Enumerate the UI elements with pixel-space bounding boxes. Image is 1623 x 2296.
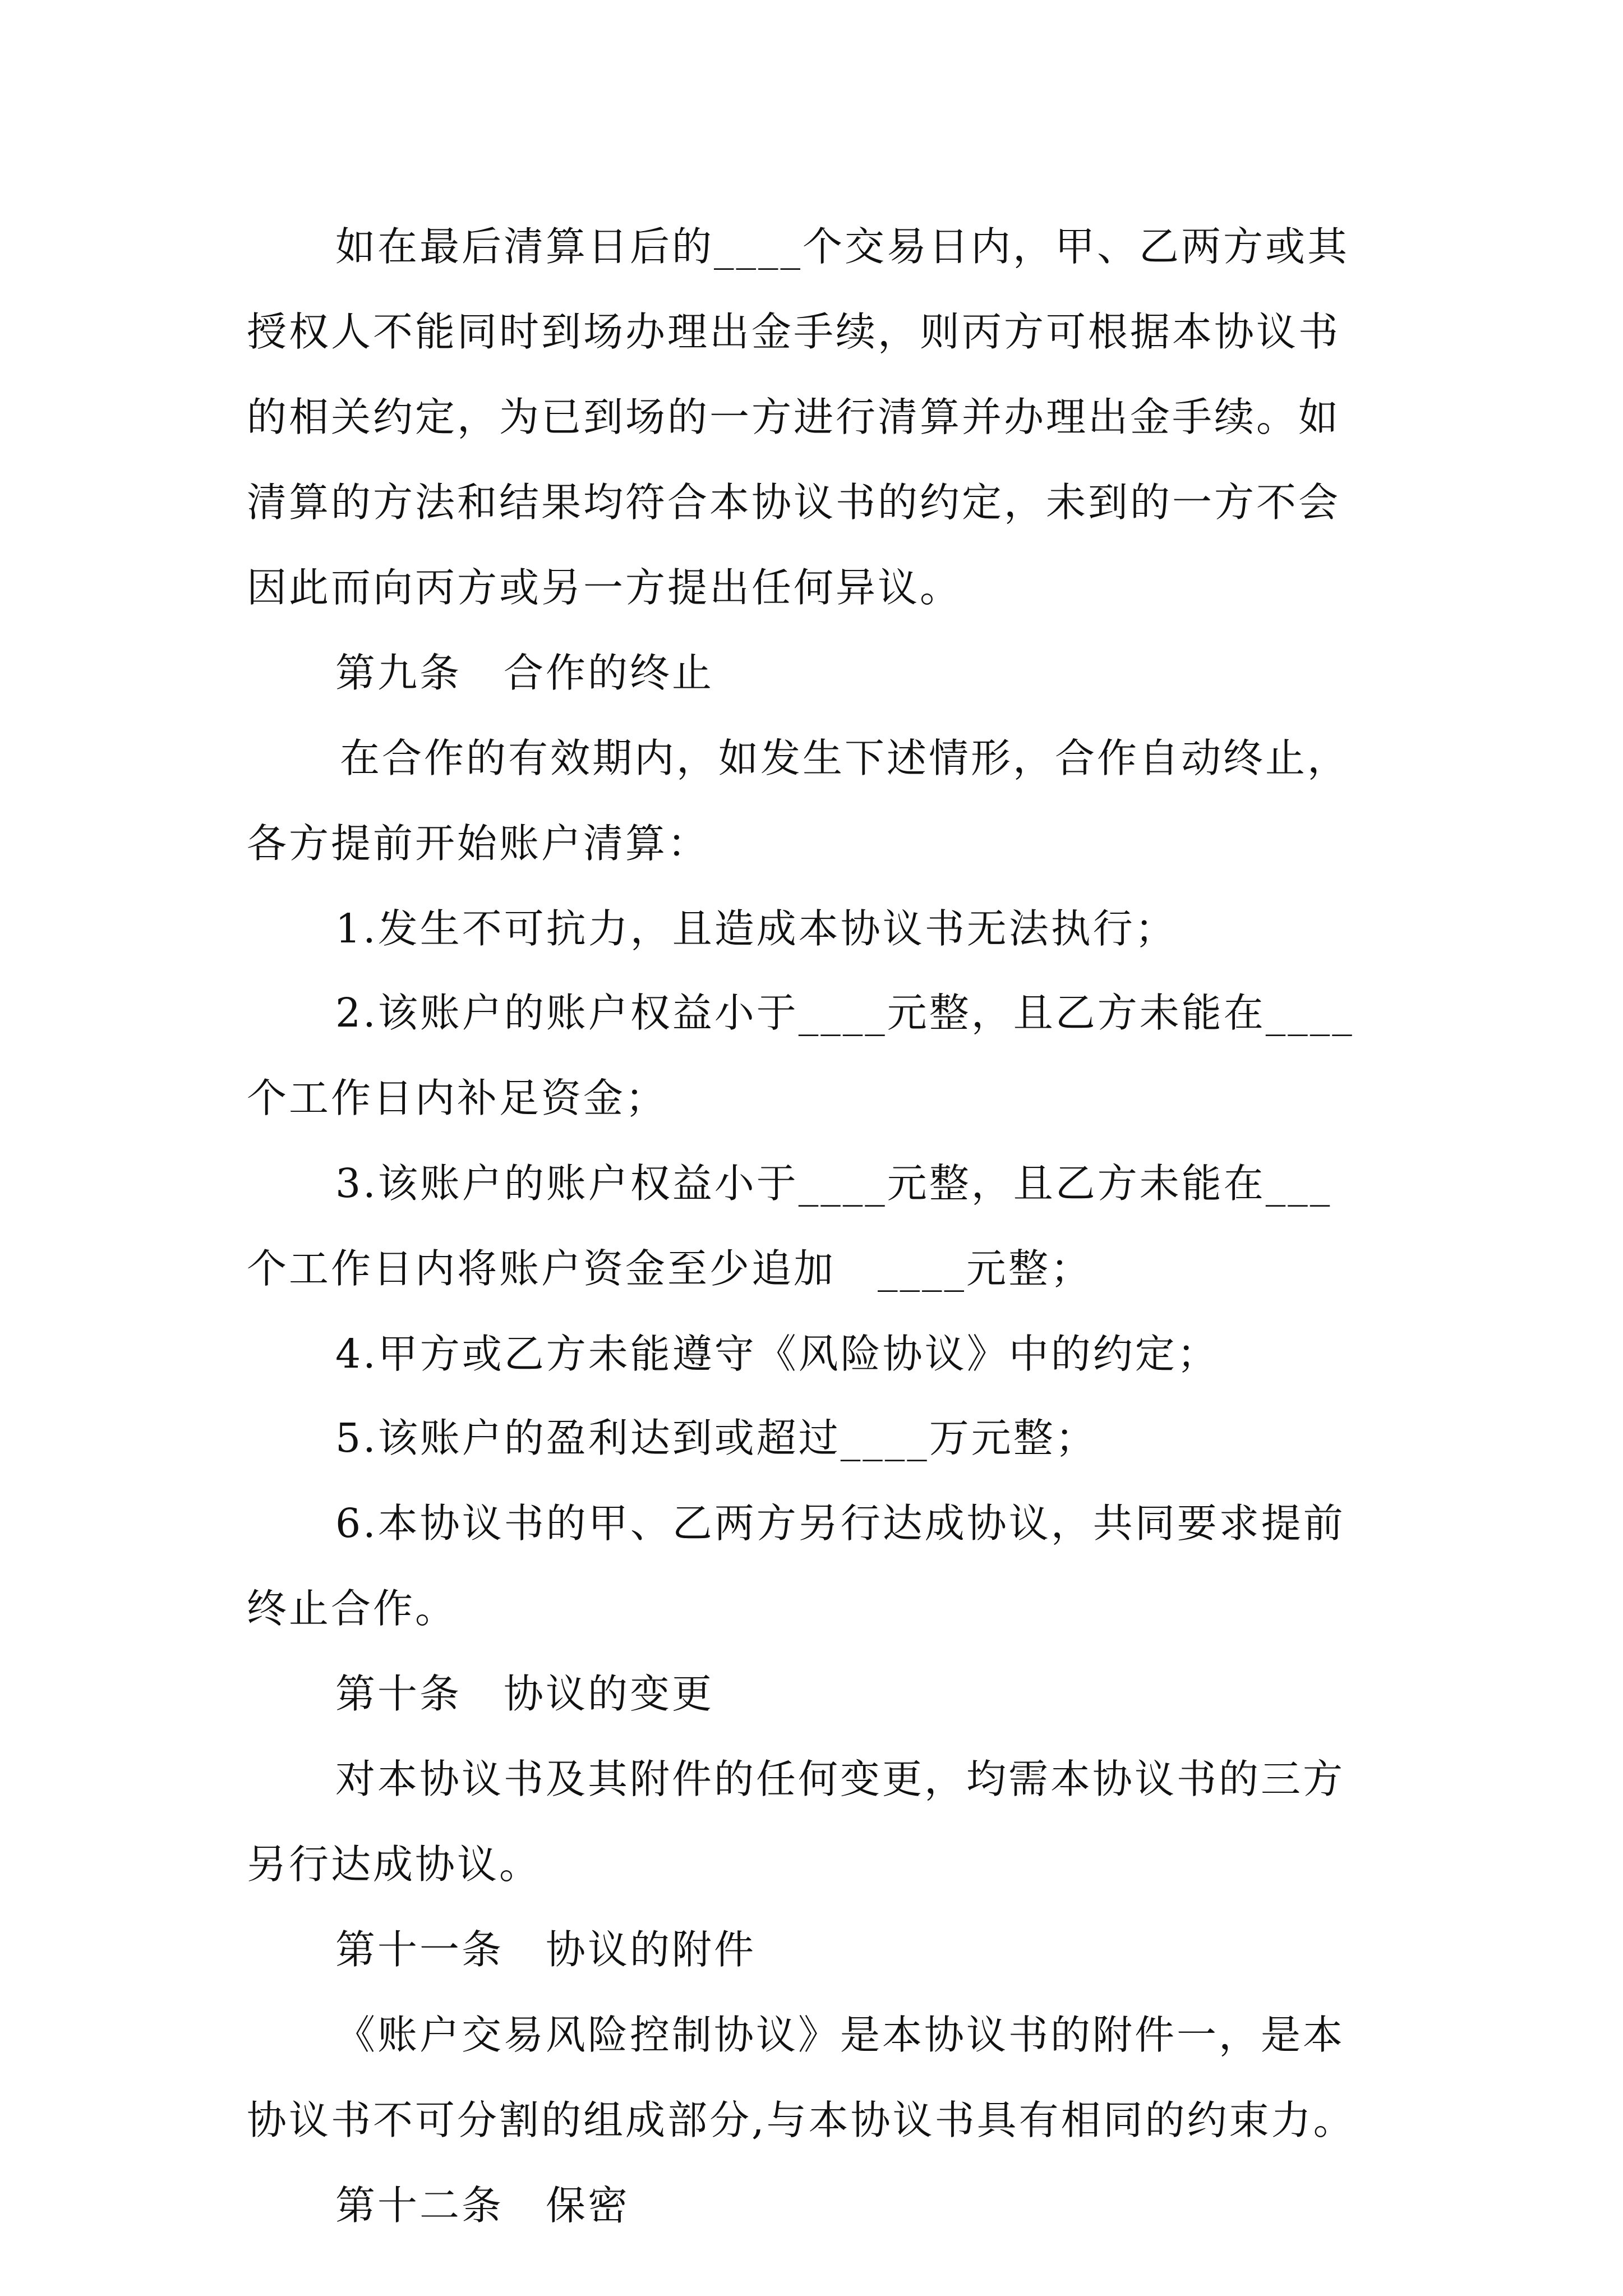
list-item: 6.本协议书的甲、乙两方另行达成协议，共同要求提前: [335, 1500, 1345, 1547]
list-item: 5.该账户的盈利达到或超过____万元整；: [335, 1415, 1098, 1461]
paragraph-line: 如在最后清算日后的____个交易日内，甲、乙两方或其: [335, 223, 1350, 270]
list-item: 3.该账户的账户权益小于____元整，且乙方未能在___: [335, 1160, 1332, 1207]
section-heading-9: 第九条 合作的终止: [335, 650, 714, 696]
paragraph-line: 授权人不能同时到场办理出金手续，则丙方可根据本协议书: [247, 309, 1341, 355]
list-item-continuation: 终止合作。: [247, 1585, 458, 1632]
paragraph-line: 对本协议书及其附件的任何变更，均需本协议书的三方: [335, 1756, 1345, 1802]
list-item-continuation: 个工作日内补足资金；: [247, 1075, 668, 1121]
paragraph-line: 的相关约定，为已到场的一方进行清算并办理出金手续。如: [247, 394, 1341, 440]
paragraph-line: 各方提前开始账户清算：: [247, 820, 710, 867]
section-heading-11: 第十一条 协议的附件: [335, 1926, 757, 1973]
paragraph-line: 在合作的有效期内，如发生下述情形，合作自动终止，: [340, 735, 1350, 781]
paragraph-line: 另行达成协议。: [247, 1841, 542, 1888]
section-heading-10: 第十条 协议的变更: [335, 1671, 714, 1717]
section-heading-12: 第十二条 保密: [335, 2182, 630, 2229]
list-item-continuation: 个工作日内将账户资金至少追加 ____元整；: [247, 1245, 1093, 1292]
list-item: 2.该账户的账户权益小于____元整，且乙方未能在____: [335, 990, 1354, 1036]
list-item: 4.甲方或乙方未能遵守《风险协议》中的约定；: [335, 1331, 1219, 1377]
paragraph-line: 《账户交易风险控制协议》是本协议书的附件一，是本: [335, 2012, 1345, 2058]
paragraph-line: 因此而向丙方或另一方提出任何异议。: [247, 564, 962, 611]
paragraph-line: 清算的方法和结果均符合本协议书的约定，未到的一方不会: [247, 479, 1341, 526]
paragraph-line: 协议书不可分割的组成部分,与本协议书具有相同的约束力。: [247, 2097, 1355, 2143]
list-item: 1.发生不可抗力，且造成本协议书无法执行；: [335, 905, 1177, 952]
